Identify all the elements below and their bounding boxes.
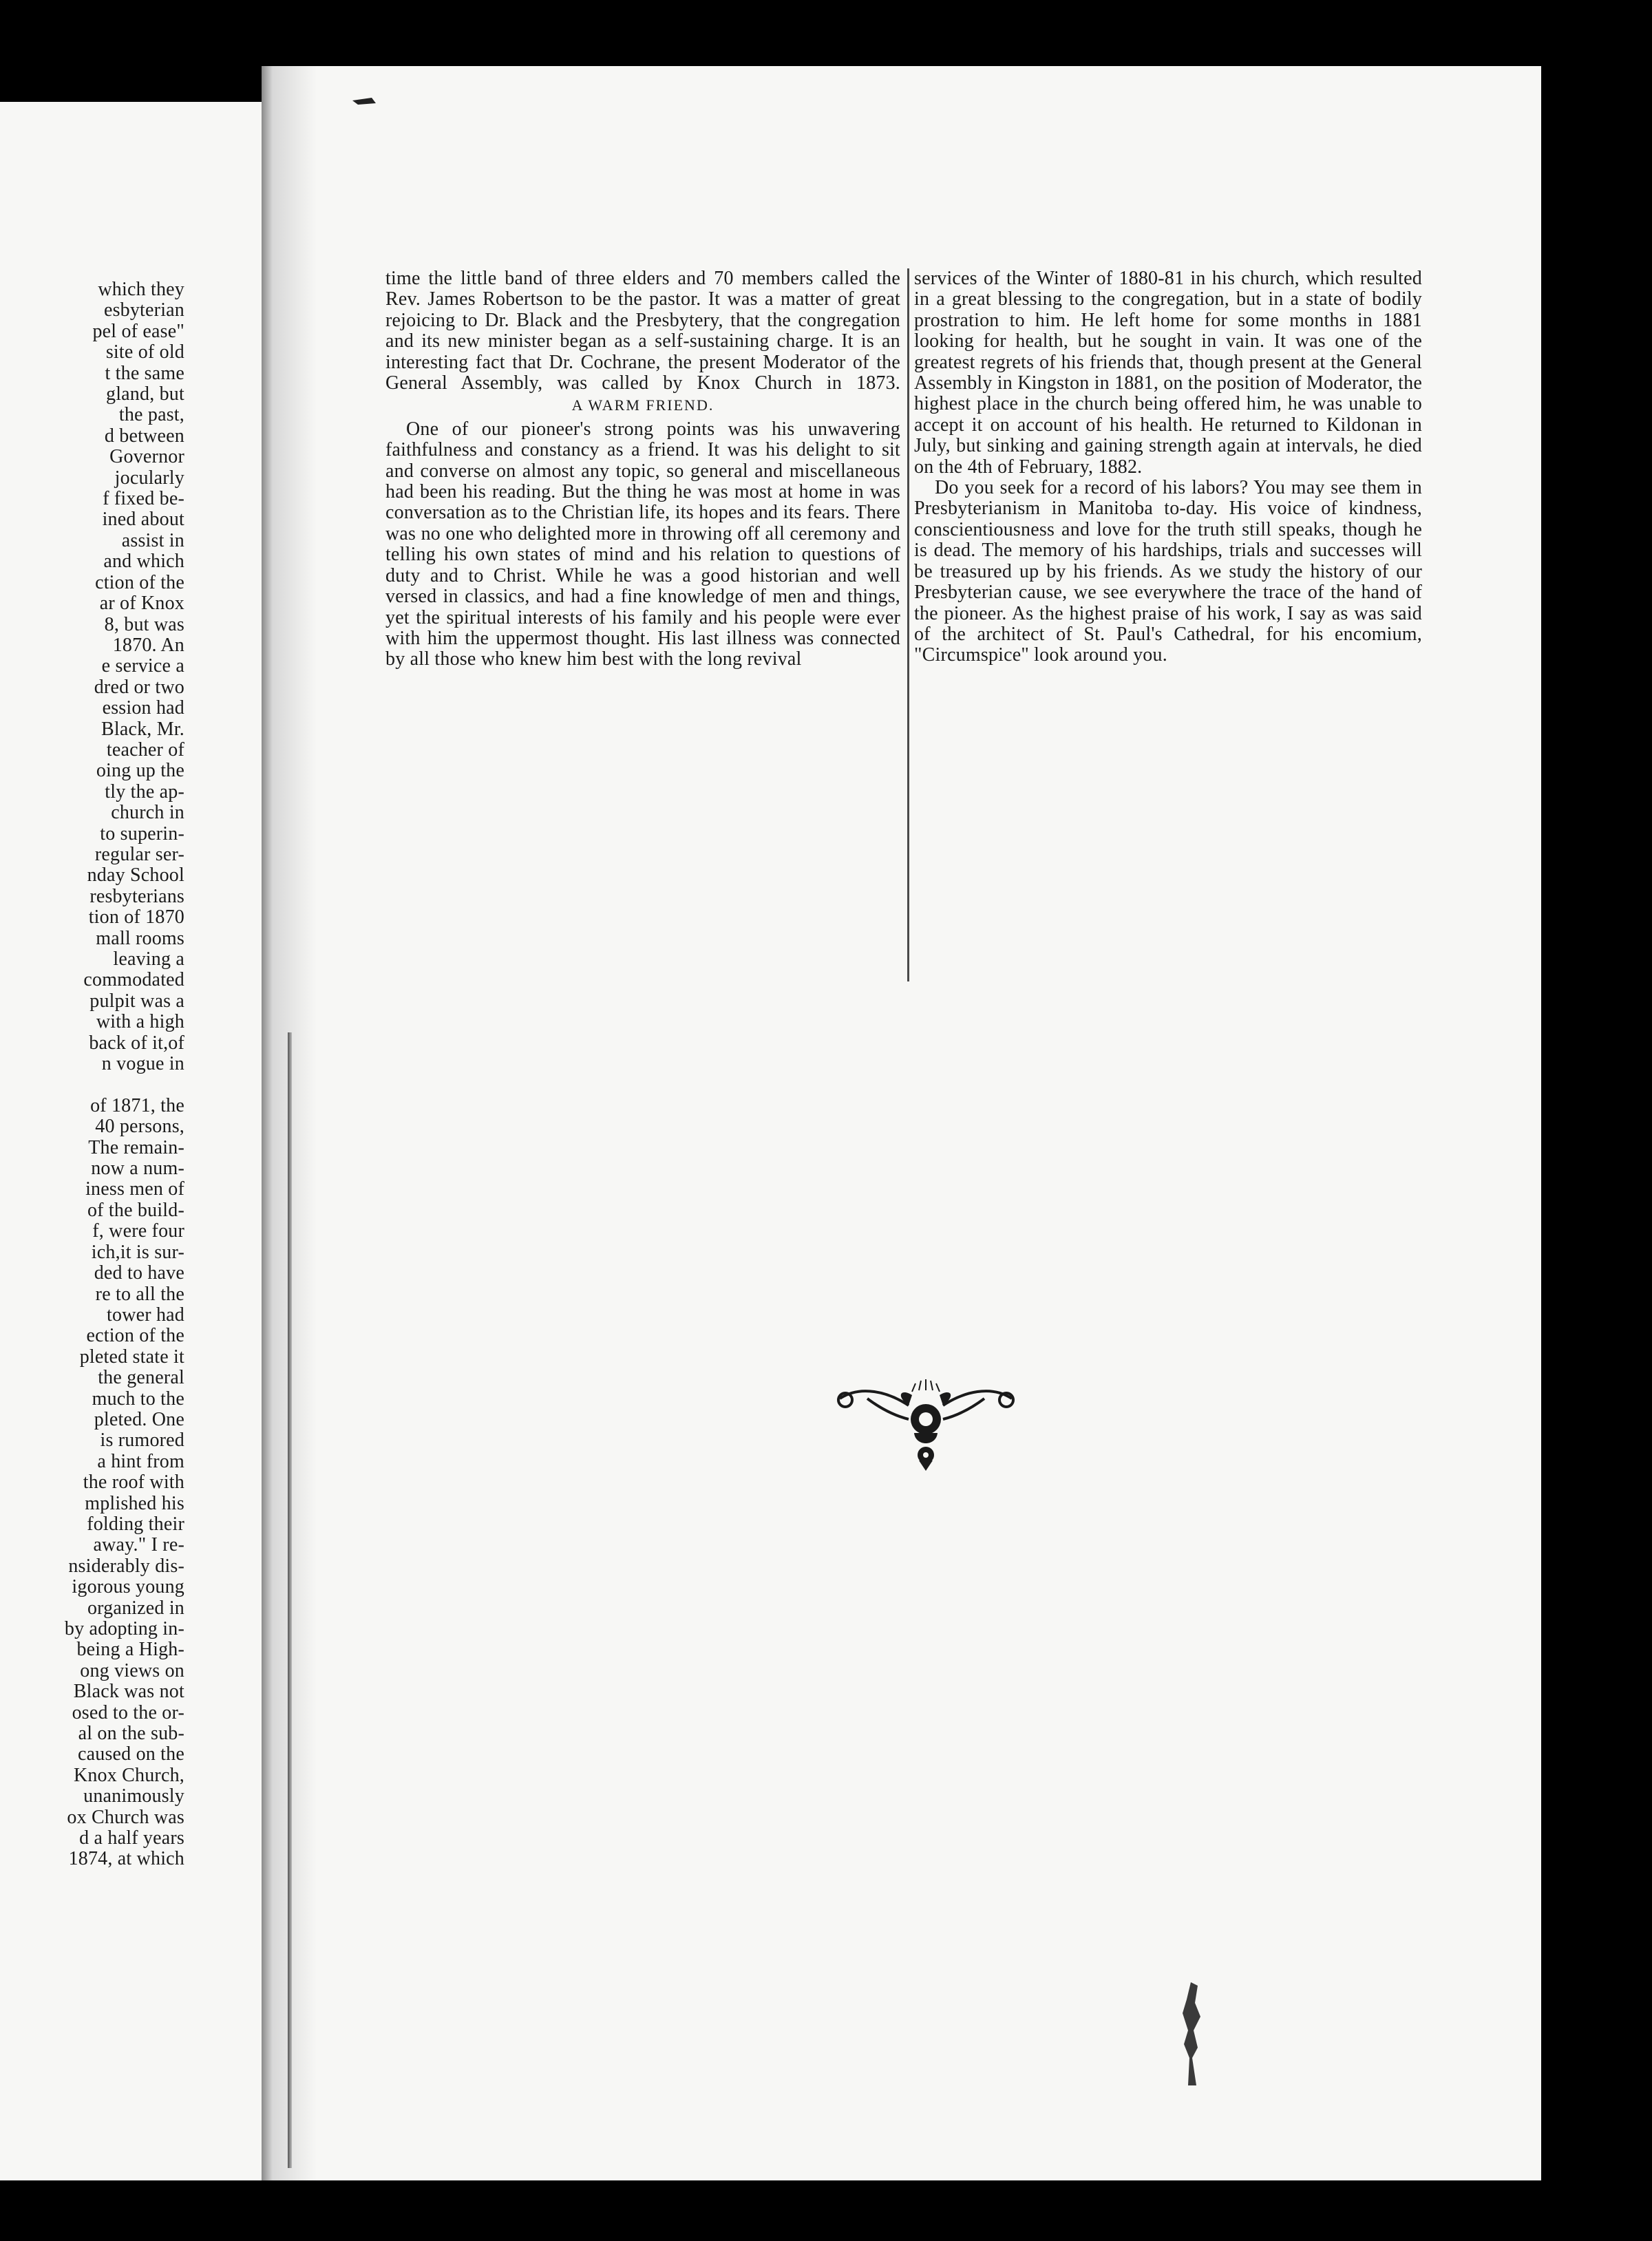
text-line: Knox Church, — [73, 1765, 184, 1786]
text-line: the past, — [118, 405, 184, 426]
text-line: nday School — [87, 865, 184, 886]
text-line: ined about — [102, 509, 184, 531]
text-line: pel of ease" — [92, 321, 184, 342]
text-line: of 1871, the — [90, 1095, 184, 1116]
text-line: by adopting in- — [64, 1619, 184, 1639]
text-line: 1870. An — [112, 635, 184, 656]
paragraph: services of the Winter of 1880-81 in his church, which resulted in a great blessing to the congregation, but in a state of bodily prostration to him. He left home for some months in 1881 looking for health, but he sought in vain. It was one of the greatest regrets of his friends that, though present at the General Assembly in Kingston in 1881, on the position of Moderator, the highest place in the church being offered him, he was unable to accept it on account of his health. He returned to Kildonan in July, but sinking and gaining strength again at intervals, he died on the 4th of February, 1882. — [914, 268, 1422, 478]
paragraph: One of our pioneer's strong points was his unwavering faithfulness and constancy as a friend. It was his delight to sit and converse on almost any topic, so general and miscellaneous had been his reading. But the thing he was most at home in was conversation as to the Christian life, its hopes and its fears. There was no one who delighted more in throwing off all ceremony and telling his own states of mind and his relation to questions of duty and to Christ. While he was a good historian and well versed in classics, and had a fine knowledge of men and things, yet the spiritual interests of his family and his people were ever with him the uppermost thought. His last illness was connected by all those who knew him best with the long revival — [385, 418, 900, 670]
text-line: jocularly — [114, 467, 184, 489]
text-line: igorous young — [72, 1577, 184, 1598]
text-line: unanimously — [83, 1786, 184, 1807]
text-line: oing up the — [96, 761, 184, 782]
text-line: al on the sub- — [78, 1723, 184, 1745]
text-line: regular ser- — [94, 844, 184, 865]
text-line: tion of 1870 — [88, 907, 184, 928]
article-column-1 — [385, 268, 900, 670]
text-line: Governor — [109, 447, 184, 468]
text-line: caused on the — [78, 1744, 184, 1765]
text-line: Black, Mr. — [101, 719, 184, 740]
text-line: e service a — [101, 656, 184, 677]
text-line: 40 persons, — [95, 1116, 184, 1138]
text-line: ox Church was — [67, 1807, 184, 1828]
text-line: the general — [98, 1368, 184, 1389]
text-line: being a High- — [76, 1639, 184, 1661]
page-crease — [288, 1032, 292, 2168]
text-line: organized in — [87, 1597, 184, 1619]
text-line: mplished his — [85, 1493, 184, 1514]
text-line: away." I re- — [93, 1535, 184, 1556]
text-line: esbyterian — [103, 300, 184, 321]
text-line: 8, but was — [104, 614, 184, 635]
text-line: The remain- — [88, 1137, 184, 1158]
text-line: n vogue in — [101, 1054, 184, 1075]
text-line: ong views on — [80, 1660, 184, 1681]
paragraph: time the little band of three elders and 70 members called the Rev. James Robertson to be the pastor. It was a matter of great rejoicing to Dr. Black and the Presbytery, that the congregation and its new minister began as a self-sustaining charge. It is an interesting fact that Dr. Cochrane, the present Moderator of the General Assembly, was called by Knox Church in 1873. — [385, 268, 900, 394]
text-line: ich,it is sur- — [91, 1242, 184, 1263]
text-line: a hint from — [97, 1451, 184, 1472]
text-line: pleted state it — [79, 1346, 184, 1368]
text-line: teacher of — [106, 739, 184, 761]
text-line: f fixed be- — [103, 489, 184, 510]
text-line: assist in — [121, 530, 184, 551]
text-line: osed to the or- — [72, 1702, 184, 1723]
text-line: ession had — [102, 698, 184, 719]
text-line: pulpit was a — [89, 990, 184, 1012]
text-line: t the same — [105, 363, 184, 384]
text-line: d between — [104, 425, 184, 447]
text-line: of the build- — [87, 1200, 184, 1221]
text-line: back of it,of — [89, 1032, 184, 1054]
text-line: gland, but — [106, 384, 184, 405]
text-line: mall rooms — [96, 928, 184, 949]
page-damage — [1177, 1982, 1211, 2085]
text-line: d a half years — [79, 1828, 184, 1849]
column-rule — [907, 268, 909, 981]
text-line: ar of Knox — [99, 593, 184, 615]
text-line: site of old — [105, 342, 184, 363]
text-line: re to all the — [95, 1284, 184, 1305]
text-line: now a num- — [91, 1158, 184, 1180]
text-line: ction of the — [95, 572, 184, 593]
paragraph: Do you seek for a record of his labors? You may see them in Presbyterianism in Manitoba to-day. His voice of kindness, conscientiousness and love for the truth still speaks, though he is dead. The memory of his hardships, trials and successes will be treasured up by his friends. As we study the history of our Presbyterian cause, we see everywhere the trace of the hand of the pioneer. As the highest praise of his work, I say as was said of the architect of St. Paul's Cathedral, for his encomium, "Circumspice" look around you. — [914, 477, 1422, 666]
text-line: church in — [111, 803, 184, 824]
text-line: commodated — [83, 970, 184, 991]
left-page-text — [0, 279, 184, 1870]
text-line: iness men of — [85, 1179, 184, 1200]
ink-mark — [351, 94, 379, 107]
text-line: leaving a — [113, 949, 184, 970]
text-line: tower had — [107, 1304, 184, 1326]
text-line: much to the — [92, 1388, 184, 1410]
article-column-2 — [914, 268, 1422, 666]
section-heading: A WARM FRIEND. — [571, 396, 714, 414]
floral-ornament-icon — [826, 1378, 1026, 1481]
text-line: dred or two — [94, 677, 184, 698]
text-line: 1874, at which — [68, 1849, 184, 1870]
text-line: ection of the — [86, 1326, 184, 1347]
text-line: pleted. One — [94, 1409, 184, 1430]
text-line — [0, 1074, 184, 1095]
text-line: Black was not — [73, 1681, 184, 1703]
text-line: and which — [103, 551, 184, 573]
text-line: is rumored — [100, 1430, 184, 1452]
text-line: to superin- — [100, 823, 184, 845]
text-line: f, were four — [92, 1221, 184, 1242]
text-line: folding their — [87, 1514, 184, 1535]
text-line: resbyterians — [89, 886, 184, 907]
text-line: with a high — [96, 1012, 184, 1033]
text-line: the roof with — [83, 1472, 184, 1494]
text-line: nsiderably dis- — [68, 1555, 184, 1577]
text-line: which they — [98, 279, 184, 300]
text-line: tly the ap- — [105, 781, 184, 803]
text-line: ded to have — [94, 1263, 184, 1284]
